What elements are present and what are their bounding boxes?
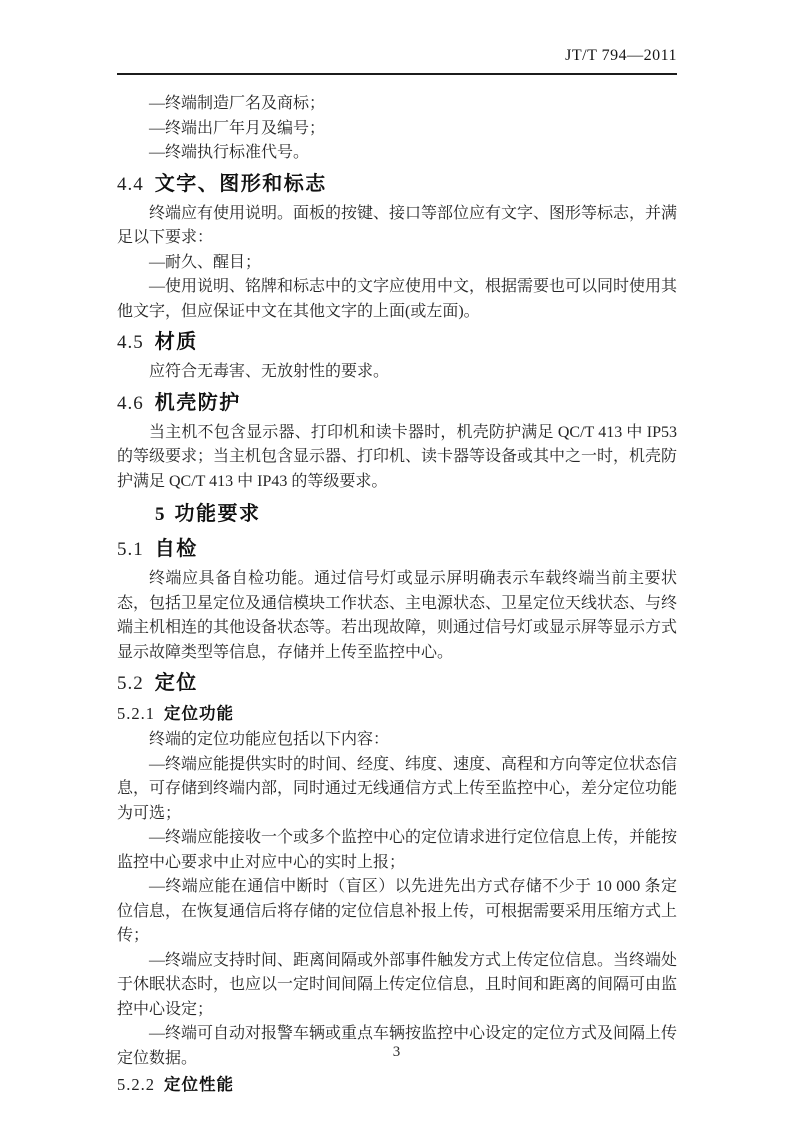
subsection-heading-5-2-1 xyxy=(117,701,677,727)
section-heading-4-5 xyxy=(117,328,677,357)
subsection-heading-5-2-2 xyxy=(117,1072,677,1098)
section-heading-5-2 xyxy=(117,669,677,698)
subsection-title: 定位功能 xyxy=(164,705,234,723)
chapter-number: 5 xyxy=(155,504,165,525)
list-item: —终端应能在通信中断时（盲区）以先进先出方式存储不少于 10 000 条定位信息，在恢复通信后将存储的定位信息补报上传，可根据需要采用压缩方式上传； xyxy=(117,878,678,944)
paragraph: 终端的定位功能应包括以下内容： xyxy=(149,731,390,748)
paragraph: 当主机不包含显示器、打印机和读卡器时，机壳防护满足 QC/T 413 中 IP53 的等级要求；当主机包含显示器、打印机、读卡器等设备或其中之一时，机壳防护满足 QC/T 413 中 IP43 的等级要求。 xyxy=(117,423,678,490)
section-title: 材质 xyxy=(154,331,198,353)
list-item: —终端应能提供实时的时间、经度、纬度、速度、高程和方向等定位状态信息，可存储到终端内部，同时通过无线通信方式上传至监控中心，差分定位功能为可选； xyxy=(117,755,678,822)
paragraph: 终端应具备自检功能。通过信号灯或显示屏明确表示车载终端当前主要状态，包括卫星定位及通信模块工作状态、主电源状态、卫星定位天线状态、与终端主机相连的其他设备状态等。若出现故障，则通过信号灯或显示屏等显示方式显示故障类型等信息，存储并上传至监控中心。 xyxy=(117,570,678,661)
list-item: —终端制造厂名及商标； xyxy=(149,95,326,112)
list-item: —终端应能接收一个或多个监控中心的定位请求进行定位信息上传，并能按监控中心要求中止对应中心的实时上报； xyxy=(117,829,678,871)
list-item: —耐久、醒目； xyxy=(149,253,262,271)
section-title: 自检 xyxy=(154,538,198,560)
page-number: 3 xyxy=(392,1044,401,1060)
section-number: 4.4 xyxy=(117,173,144,195)
header-rule xyxy=(117,73,677,75)
section-number: 5.2 xyxy=(117,673,144,694)
subsection-number: 5.2.1 xyxy=(117,704,155,723)
section-title: 机壳防护 xyxy=(154,391,241,414)
section-number: 5.1 xyxy=(117,539,144,560)
intro-list xyxy=(117,92,677,166)
list-item: —终端可自动对报警车辆或重点车辆按监控中心设定的定位方式及间隔上传定位数据。 xyxy=(117,1025,678,1067)
section-title: 文字、图形和标志 xyxy=(154,172,327,195)
section-number: 4.6 xyxy=(117,392,144,414)
page-content xyxy=(117,46,677,1099)
list-item: —终端应支持时间、距离间隔或外部事件触发方式上传定位信息。当终端处于休眠状态时，也应以一定时间间隔上传定位信息，且时间和距离的间隔可由监控中心设定； xyxy=(117,951,678,1018)
paragraph: 应符合无毒害、无放射性的要求。 xyxy=(149,363,390,380)
section-title: 定位 xyxy=(154,672,198,694)
chapter-heading-5 xyxy=(155,498,677,531)
document-body xyxy=(117,92,677,1098)
subsection-number: 5.2.2 xyxy=(117,1075,155,1094)
section-heading-5-1 xyxy=(117,535,677,564)
list-item: —终端出厂年月及编号； xyxy=(149,119,326,137)
section-heading-4-6 xyxy=(117,389,677,418)
paragraph: 终端应有使用说明。面板的按键、接口等部位应有文字、图形等标志，并满足以下要求： xyxy=(117,204,678,246)
list-item: —使用说明、铭牌和标志中的文字应使用中文，根据需要也可以同时使用其他文字，但应保证中文在其他文字的上面(或左面)。 xyxy=(117,278,678,320)
section-number: 4.5 xyxy=(117,332,144,353)
running-header-doc-code: JT/T 794—2011 xyxy=(565,47,677,64)
list-item: —终端执行标准代号。 xyxy=(149,144,310,161)
chapter-title: 功能要求 xyxy=(174,503,261,525)
section-heading-4-4 xyxy=(117,170,677,199)
subsection-title: 定位性能 xyxy=(164,1076,234,1094)
